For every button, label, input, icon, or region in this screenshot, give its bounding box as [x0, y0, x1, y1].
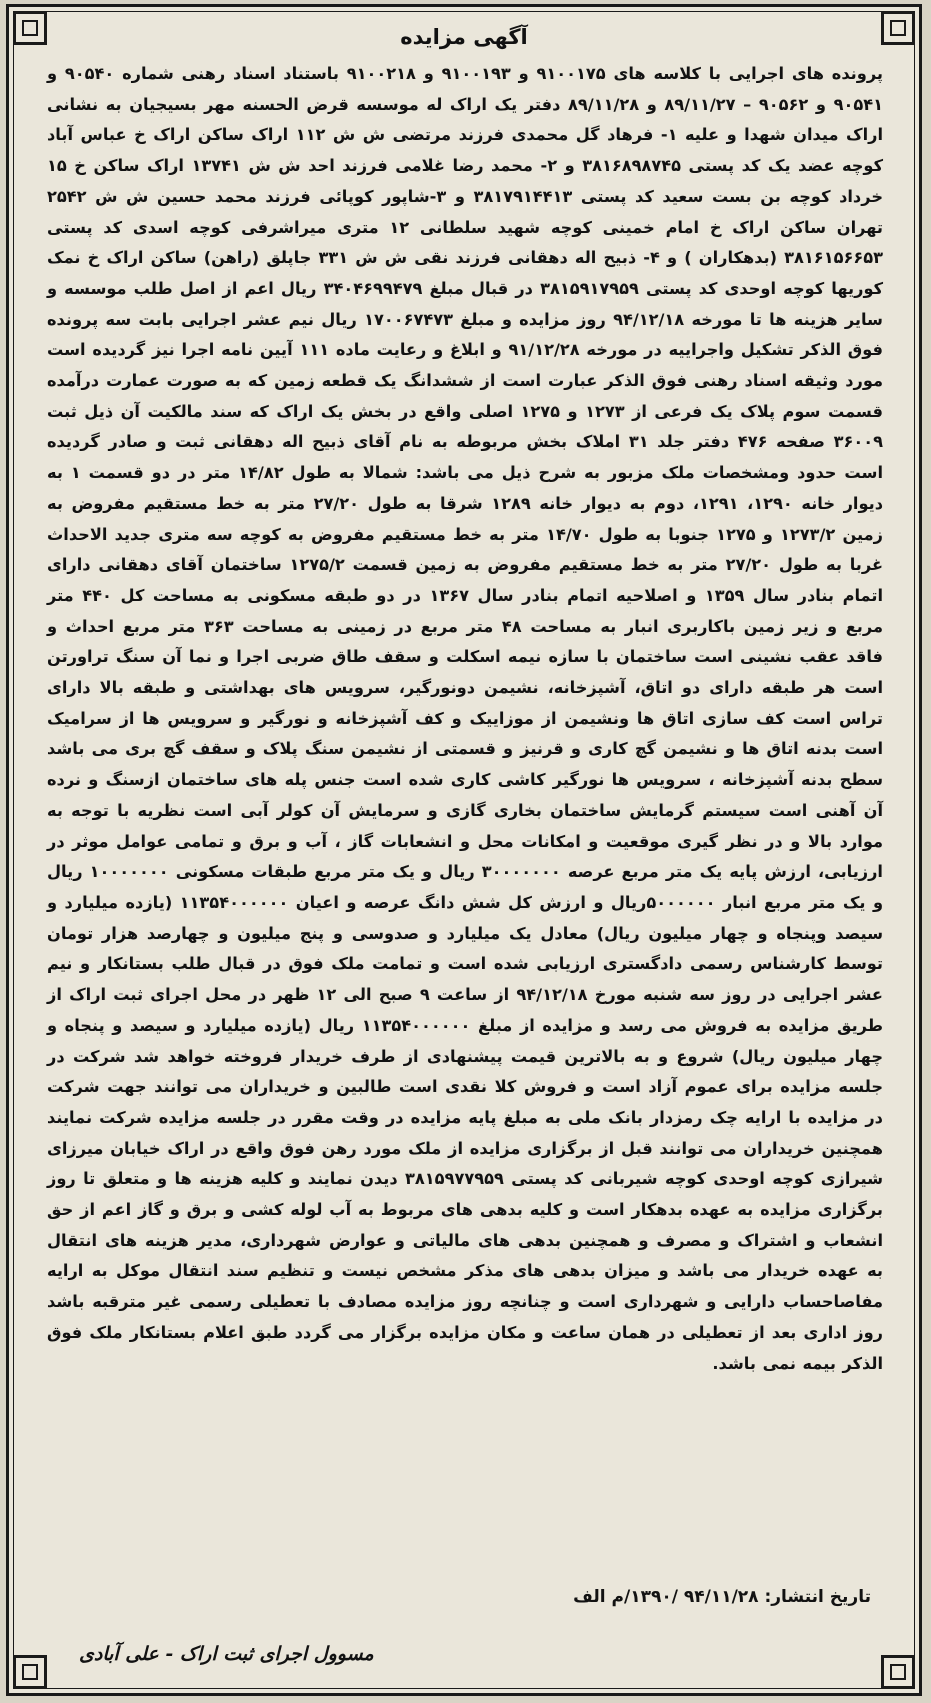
notice-body: پرونده های اجرایی با کلاسه های ۹۱۰۰۱۷۵ و ۹۱۰۰۱۹۳ و ۹۱۰۰۲۱۸ باستناد اسناد رهنی شماره ۹۰۵۴۰ و ۹۰۵۴۱ و ۹۰۵۶۲ – ۸۹/۱۱/۲۷ و ۸۹/۱۱/۲۸ دفتر یک اراک له موسسه قرض الحسنه مهر بسیجیان به نشانی اراک میدان شهدا و علیه ۱- فرهاد گل محمدی فرزند مرتضی ش ش ۱۱۲ اراک ساکن اراک خ عباس آباد کوچه عضد یک کد پستی ۳۸۱۶۸۹۸۷۴۵ و ۲- محمد رضا غلامی فرزند احد ش ش ۱۳۷۴۱ اراک ساکن خ ۱۵ خرداد کوچه بن بست سعید کد پستی ۳۸۱۷۹۱۴۴۱۳ و ۳-شاپور کوپائی فرزند محمد حسین ش ش ۲۵۴۲ تهران ساکن اراک خ امام خمینی کوچه شهید سلطانی ۱۲ متری میراشرفی کوچه اسدی کد پستی ۳۸۱۶۱۵۶۶۵۳ (بدهکاران ) و ۴- ذبیح اله دهقانی فرزند نقی ش ش ۳۳۱ جاپلق (راهن) ساکن اراک خ نمک کوریها کوچه اوحدی کد پستی ۳۸۱۵۹۱۷۹۵۹ در قبال مبلغ ۳۴۰۴۶۹۹۴۷۹ ریال اعم از اصل طلب موسسه و سایر هزینه ها تا مورخه ۹۴/۱۲/۱۸ روز مزایده و مبلغ ۱۷۰۰۶۷۴۷۳ ریال نیم عشر اجرایی بابت سه پرونده فوق الذکر تشکیل واجراییه در مورخه ۹۱/۱۲/۲۸ و ابلاغ و رعایت ماده ۱۱۱ آیین نامه اجرا نیز گردیده است مورد وثیقه اسناد رهنی فوق الذکر عبارت است از ششدانگ یک قطعه زمین که به صورت عمارت درآمده قسمت سوم پلاک یک فرعی از ۱۲۷۳ و ۱۲۷۵ اصلی واقع در بخش یک اراک که سند مالکیت آن ذیل ثبت ۳۶۰۰۹ صفحه ۴۷۶ دفتر جلد ۳۱ املاک بخش مربوطه به نام آقای ذبیح اله دهقانی ثبت و صادر گردیده است حدود ومشخصات ملک مزبور به شرح ذیل می باشد: شمالا به طول ۱۴/۸۲ متر در دو قسمت ۱ به دیوار خانه ۱۲۹۰، ۱۲۹۱، دوم به دیوار خانه ۱۲۸۹ شرقا به طول ۲۷/۲۰ متر به خط مستقیم مفروض به زمین ۱۲۷۳/۲ و ۱۲۷۵ جنوبا به طول ۱۴/۷۰ متر به خط مستقیم مفروض به کوچه سه متری جدید الاحداث غربا به طول ۲۷/۲۰ متر به خط مستقیم مفروض به زمین قسمت ۱۲۷۵/۲ ساختمان آقای دهقانی دارای اتمام بنادر سال ۱۳۵۹ و اصلاحیه اتمام بنادر سال ۱۳۶۷ در دو طبقه مسکونی به مساحت کل ۴۴۰ متر مربع و زیر زمین باکاربری انبار به مساحت ۴۸ متر مربع در زمینی به مساحت ۳۶۳ متر مربع احداث و فاقد عقب نشینی است ساختمان با سازه نیمه اسکلت و سقف طاق ضربی اجرا و نما آن سنگ تراورتن است هر طبقه دارای دو اتاق، آشپزخانه، نشیمن دونورگیر، سرویس های بهداشتی و طبقه بالا دارای تراس است کف سازی اتاق ها ونشیمن از موزاییک و کف آشپزخانه و نورگیر و سرویس ها از سرامیک است بدنه اتاق ها و نشیمن گچ کاری و قرنیز و قسمتی از نشیمن سنگ پلاک و سقف گچ بری می باشد سطح بدنه آشپزخانه ، سرویس ها نورگیر کاشی کاری شده است جنس پله های ساختمان ازسنگ و نرده آن آهنی است سیستم گرمایش ساختمان بخاری گازی و سرمایش آن کولر آبی است نظریه با توجه به موارد بالا و در نظر گیری موقعیت و امکانات محل و انشعابات گاز ، آب و برق و تمامی عوامل موثر در ارزیابی، ارزش پایه یک متر مربع عرصه ۳۰۰۰۰۰۰۰ ریال و یک متر مربع طبقات مسکونی ۱۰۰۰۰۰۰۰ ریال و یک متر مربع انبار ۵۰۰۰۰۰۰ریال و ارزش کل شش دانگ عرصه و اعیان ۱۱۳۵۴۰۰۰۰۰۰ (یازده میلیارد و سیصد وپنجاه و چهار میلیون ریال) معادل یک میلیارد و صدوسی و پنج میلیون و چهارصد هزار تومان توسط کارشناس رسمی دادگستری ارزیابی شده است و تمامت ملک فوق در قبال طلب بستانکار و نیم عشر اجرایی در روز سه شنبه مورخ ۹۴/۱۲/۱۸ از ساعت ۹ صبح الی ۱۲ ظهر در محل اجرای ثبت اراک از طریق مزایده به فروش می رسد و مزایده از مبلغ ۱۱۳۵۴۰۰۰۰۰۰ ریال (یازده میلیارد و سیصد و پنجاه و چهار میلیون ریال) شروع و به بالاترین قیمت پیشنهادی از طرف خریدار فروخته خواهد شد شرکت در جلسه مزایده برای عموم آزاد است و فروش کلا نقدی است طالبین و خریداران می توانند جهت شرکت در مزایده با ارایه چک رمزدار بانک ملی به مبلغ پایه مزایده در وقت مقرر در جلسه مزایده شرکت نمایند همچنین خریداران می توانند قبل از برگزاری مزایده از ملک مورد رهن فوق واقع در اراک خیابان میرزای شیرازی کوچه اوحدی کوچه شیربانی کد پستی ۳۸۱۵۹۷۷۹۵۹ دیدن نمایند و کلیه هزینه ها و متعلق تا روز برگزاری مزایده به عهده بدهکار است و کلیه بدهی های مربوط به آب لوله کشی و برق و گاز اعم از حق انشعاب و اشتراک و مصرف و همچنین بدهی های مالیاتی و عوارض شهرداری، مدیر هزینه های انتقال به عهده خریدار می باشد و میزان بدهی های مذکر مشخص نیست و تنظیم سند انتقال موکل به ارایه مفاصاحساب دارایی و شهرداری است و چنانچه روز مزایده مصادف با تعطیلی رسمی غیر مترقبه باشد روز اداری بعد از تعطیلی در همان ساعت و مکان مزایده برگزار می گردد طبق اعلام بستانکار ملک فوق الذکر بیمه نمی باشد. — [47, 64, 884, 1373]
frame-corner-ornament — [881, 1655, 915, 1689]
notice-frame — [6, 4, 922, 1696]
signature-line: مسوول اجرای ثبت اراک - علی آبادی — [79, 1643, 374, 1665]
notice-title: آگهی مزایده — [400, 25, 528, 49]
publication-date: تاریخ انتشار: ۹۴/۱۱/۲۸ /۱۳۹۰/م الف — [573, 1587, 871, 1607]
frame-corner-ornament — [13, 1655, 47, 1689]
